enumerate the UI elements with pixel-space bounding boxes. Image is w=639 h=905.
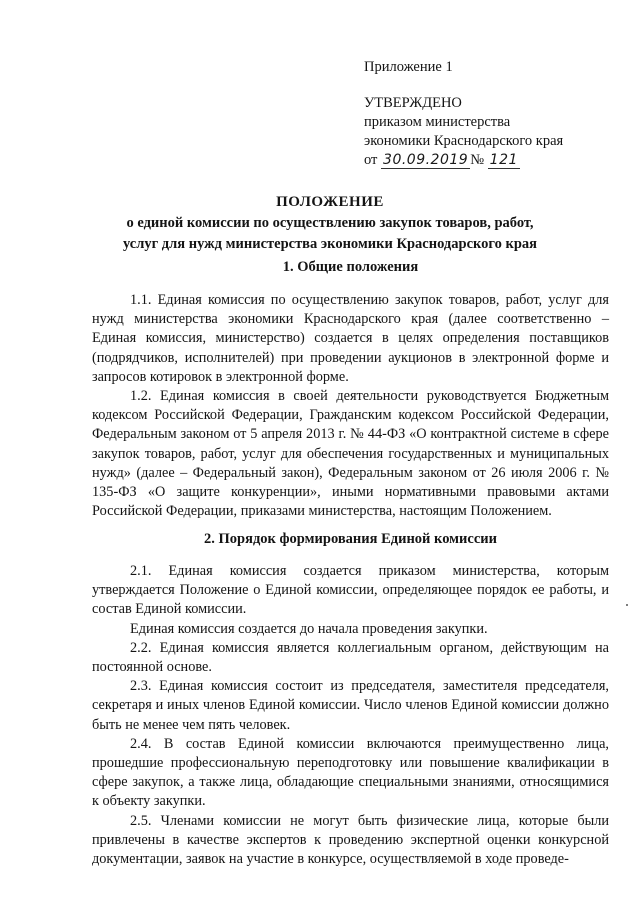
paragraph-1-1: 1.1. Единая комиссия по осуществлению закупок товаров, работ, услуг для нужд министерства экономики Краснодарского края (далее соответственно – Единая комиссия, министерство) создается в целях определения поставщиков (подрядчиков, исполнителей) при проведении аукционов в электронной форме и запросов котировок в электронной форме. [92,292,609,385]
date-number-line [364,151,624,173]
paragraph-2-5: 2.5. Членами комиссии не могут быть физические лица, которые были привлечены в качестве экспертов к проведению экспертной оценки конкурсной документации, заявок на участие в конкурсе, осуществляемой в ходе проведе- [92,812,609,868]
paragraph-2-2: 2.2. Единая комиссия является коллегиальным органом, действующим на постоянной основе. [92,639,609,676]
paragraph-1-2: 1.2. Единая комиссия в своей деятельности руководствуется Бюджетным кодексом Российской Федерации, Гражданским кодексом Российской Федерации, Федеральным законом от 5 апреля 2013 г. № 44-ФЗ «О контрактной системе в сфере закупок товаров, работ, услуг для обеспечения государственных и муниципальных нужд» (далее – Федеральный закон), Федеральным законом от 26 июля 2006 г. № 135-ФЗ «О защите конкуренции», иными нормативными правовыми актами Российской Федерации, приказами министерства, настоящим Положением. [92,388,609,520]
document-title-block [70,192,590,254]
number-prefix: № [470,152,485,168]
paragraph-2-4: 2.4. В состав Единой комиссии включаются преимущественно лица, прошедшие профессиональную переподготовку или повышение квалификации в сфере закупок, а также лица, обладающие специальными знаниями, относящимися к объекту закупки. [92,735,609,810]
approved-by-line2: экономики Краснодарского края [364,133,564,149]
date-prefix: от [364,152,378,168]
paragraph-2-3: 2.3. Единая комиссия состоит из председателя, заместителя председателя, секретаря и иных членов Единой комиссии. Число членов Единой комиссии должно быть не менее чем пять человек. [92,678,609,733]
section2-heading: 2. Порядок формирования Единой комиссии [204,531,497,547]
approval-block [364,58,624,173]
paragraph-2-1: 2.1. Единая комиссия создается приказом министерства, которым утверждается Положение о Единой комиссии, определяющее порядок ее работы, и состав Единой комиссии. [92,563,609,618]
document-title: ПОЛОЖЕНИЕ [276,194,384,210]
approved-by-line1: приказом министерства [364,114,511,130]
appendix-label: Приложение 1 [364,59,453,75]
handwritten-date: 30.09.2019 [383,152,469,168]
paragraph-2-1b: Единая комиссия создается до начала проведения закупки. [130,620,488,637]
section2-body [92,562,609,869]
approved-label: УТВЕРЖДЕНО [364,95,462,111]
section1-heading: 1. Общие положения [282,259,419,275]
handwritten-number: 121 [489,152,518,168]
section1-body [92,291,609,521]
document-subtitle-line2: услуг для нужд министерства экономики Краснодарского края [122,236,538,252]
scan-speck [626,604,628,606]
document-subtitle-line1: о единой комиссии по осуществлению закупок товаров, работ, [126,215,534,231]
